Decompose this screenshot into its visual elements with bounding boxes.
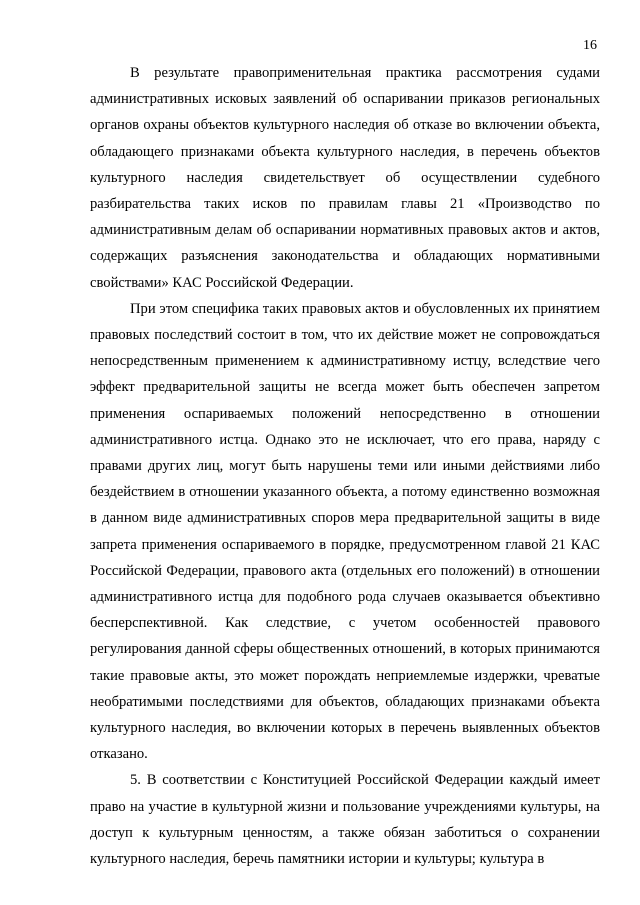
- paragraph-3: 5. В соответствии с Конституцией Российской Федерации каждый имеет право на участие в культурной жизни и пользование учреждениями культуры, на доступ к культурным ценностям, а также обязан заботиться о сохранении культурного наследия, беречь памятники истории и культуры; культура в: [90, 772, 600, 868]
- document-body: [90, 60, 600, 872]
- paragraph-1: В результате правоприменительная практика рассмотрения судами административных исковых заявлений об оспаривании приказов региональных органов охраны объектов культурного наследия об отказе во включении объекта, обладающего признаками объекта культурного наследия, в перечень объектов культурного наследия свидетельствует об осуществлении судебного разбирательства таких исков по правилам главы 21 «Производство по административным делам об оспаривании нормативных правовых актов и актов, содержащих разъяснения законодательства и обладающих нормативными свойствами» КАС Российской Федерации.: [90, 65, 600, 291]
- page-number: 16: [583, 38, 597, 53]
- paragraph-2: При этом специфика таких правовых актов и обусловленных их принятием правовых последствий состоит в том, что их действие может не сопровождаться непосредственным применением к административному истцу, вследствие чего эффект предварительной защиты не всегда может быть обеспечен запретом применения оспариваемых положений непосредственно в отношении административного истца. Однако это не исключает, что его права, наряду с правами других лиц, могут быть нарушены теми или иными действиями либо бездействием в отношении указанного объекта, а потому единственно возможная в данном виде административных споров мера предварительной защиты в виде запрета применения оспариваемого в порядке, предусмотренном главой 21 КАС Российской Федерации, правового акта (отдельных его положений) в отношении административного истца для подобного рода случаев оказывается объективно бесперспективной. Как следствие, с учетом особенностей правового регулирования данной сферы общественных отношений, в которых принимаются такие правовые акты, это может порождать неприемлемые издержки, чреватые необратимыми последствиями для объектов, обладающих признаками объекта культурного наследия, во включении которых в перечень выявленных объектов отказано.: [90, 300, 600, 763]
